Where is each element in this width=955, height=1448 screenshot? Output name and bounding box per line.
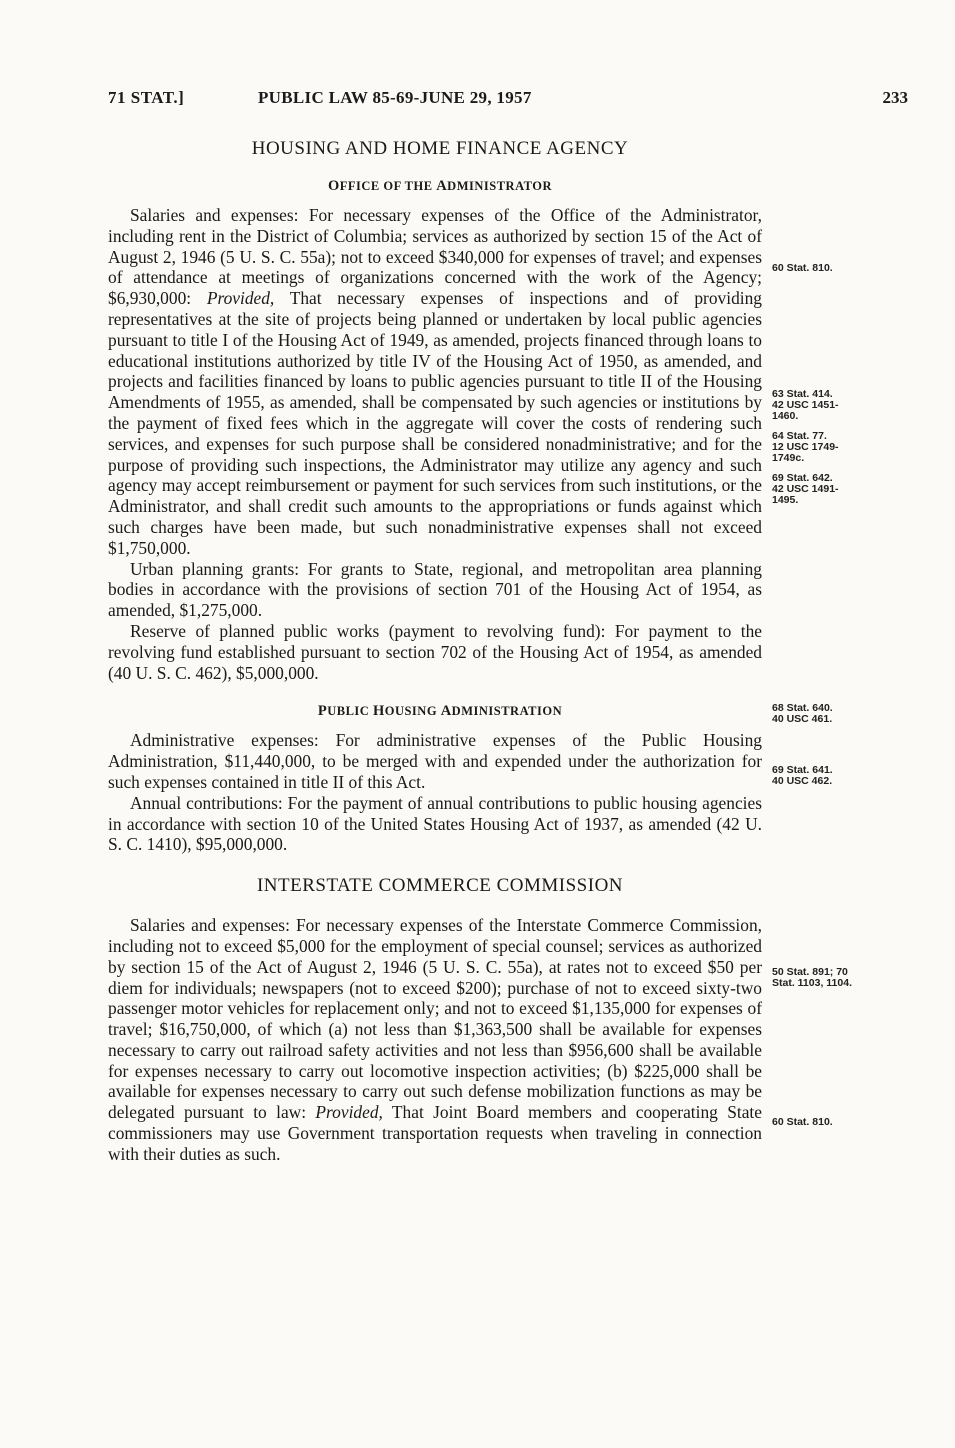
margin-note: 69 Stat. 641. 40 USC 462.: [772, 764, 833, 787]
agency-heading: HOUSING AND HOME FINANCE AGENCY: [251, 138, 629, 159]
public-housing-heading: PUBLIC HOUSING ADMINISTRATION: [317, 703, 563, 720]
law-title: PUBLIC LAW 85-69-JUNE 29, 1957: [258, 88, 532, 107]
margin-note: 63 Stat. 414. 42 USC 1451- 1460.: [772, 388, 839, 422]
commission-heading: INTERSTATE COMMERCE COMMISSION: [256, 875, 624, 897]
page-body: [108, 138, 762, 1165]
office-heading: OFFICE OF THE ADMINISTRATOR: [327, 178, 553, 194]
paragraph-icc-salaries-and-expenses: Salaries and expenses: For necessary expenses of the Interstate Commerce Commission, including not to exceed $5,000 for the employment of special counsel; services as authorized by section 15 of the Act of August 2, 1946 (5 U. S. C. 55a), at rates not to exceed $50 per diem for individuals; newspapers (not to exceed $200); purchase of not to exceed sixty-two passenger motor vehicles for replacement only; and not to exceed $1,135,000 for expenses of travel; $16,750,000, of which (a) not less than $1,363,500 shall be available for expenses necessary to carry out railroad safety activities and not less than $956,600 shall be available for expenses necessary to carry out locomotive inspection activities; (b) $225,000 shall be available for expenses necessary to carry out such defense mobilization functions as may be delegated pursuant to law: Provided, That Joint Board members and cooperating State commissioners may use Government transportation requests when traveling in connection with their duties as such.: [108, 915, 762, 1164]
paragraph-administrative-expenses: Administrative expenses: For administrative expenses of the Public Housing Administration, $11,440,000, to be merged with and expended under the authorization for such expenses contained in title II of this Act.: [108, 730, 762, 792]
margin-note: 50 Stat. 891; 70 Stat. 1103, 1104.: [772, 966, 852, 989]
paragraph-urban-planning-grants: Urban planning grants: For grants to State, regional, and metropolitan area planning bodies in accordance with the provisions of section 701 of the Housing Act of 1954, as amended, $1,275,000.: [108, 558, 762, 621]
margin-note: 68 Stat. 640. 40 USC 461.: [772, 702, 833, 725]
margin-note: 64 Stat. 77. 12 USC 1749- 1749c.: [772, 430, 839, 464]
paragraph-reserve-public-works: Reserve of planned public works (payment to revolving fund): For payment to the revolving fund established pursuant to section 702 of the Housing Act of 1954, as amended (40 U. S. C. 462), $5,000,000.: [108, 620, 762, 683]
volume-reference: 71 STAT.]: [108, 88, 185, 107]
margin-note: 69 Stat. 642. 42 USC 1491- 1495.: [772, 472, 839, 506]
margin-note: 60 Stat. 810.: [772, 262, 833, 274]
paragraph-salaries-and-expenses: Salaries and expenses: For necessary expenses of the Office of the Administrator, including rent in the District of Columbia; services as authorized by section 15 of the Act of August 2, 1946 (5 U. S. C. 55a); not to exceed $340,000 for expenses of travel; and expenses of attendance at meetings of organizations concerned with the work of the Agency; $6,930,000: Provided, That necessary expenses of inspections and of providing representatives at the site of projects being planned or undertaken by local public agencies pursuant to title I of the Housing Act of 1949, as amended, projects financed through loans to educational institutions authorized by title IV of the Housing Act of 1950, as amended, and projects and facilities financed by loans to public agencies pursuant to title II of the Housing Amendments of 1955, as amended, shall be compensated by such agencies or institutions by the payment of fixed fees which in the aggregate will cover the costs of rendering such services, and expenses for such purpose shall be considered nonadministrative; and for the purpose of providing such inspections, the Administrator may utilize any agency and such agency may accept reimbursement or payment for such services from such institutions, or the Administrator, and shall credit such amounts to the appropriations or funds against which such charges have been made, but such nonadministrative expenses shall not exceed $1,750,000.: [108, 205, 762, 558]
margin-note: 60 Stat. 810.: [772, 1116, 833, 1128]
running-header: [108, 88, 908, 114]
paragraph-annual-contributions: Annual contributions: For the payment of annual contributions to public housing agencies in accordance with section 10 of the United States Housing Act of 1937, as amended (42 U. S. C. 1410), $95,000,000.: [108, 792, 762, 855]
page-number: 233: [882, 88, 908, 107]
